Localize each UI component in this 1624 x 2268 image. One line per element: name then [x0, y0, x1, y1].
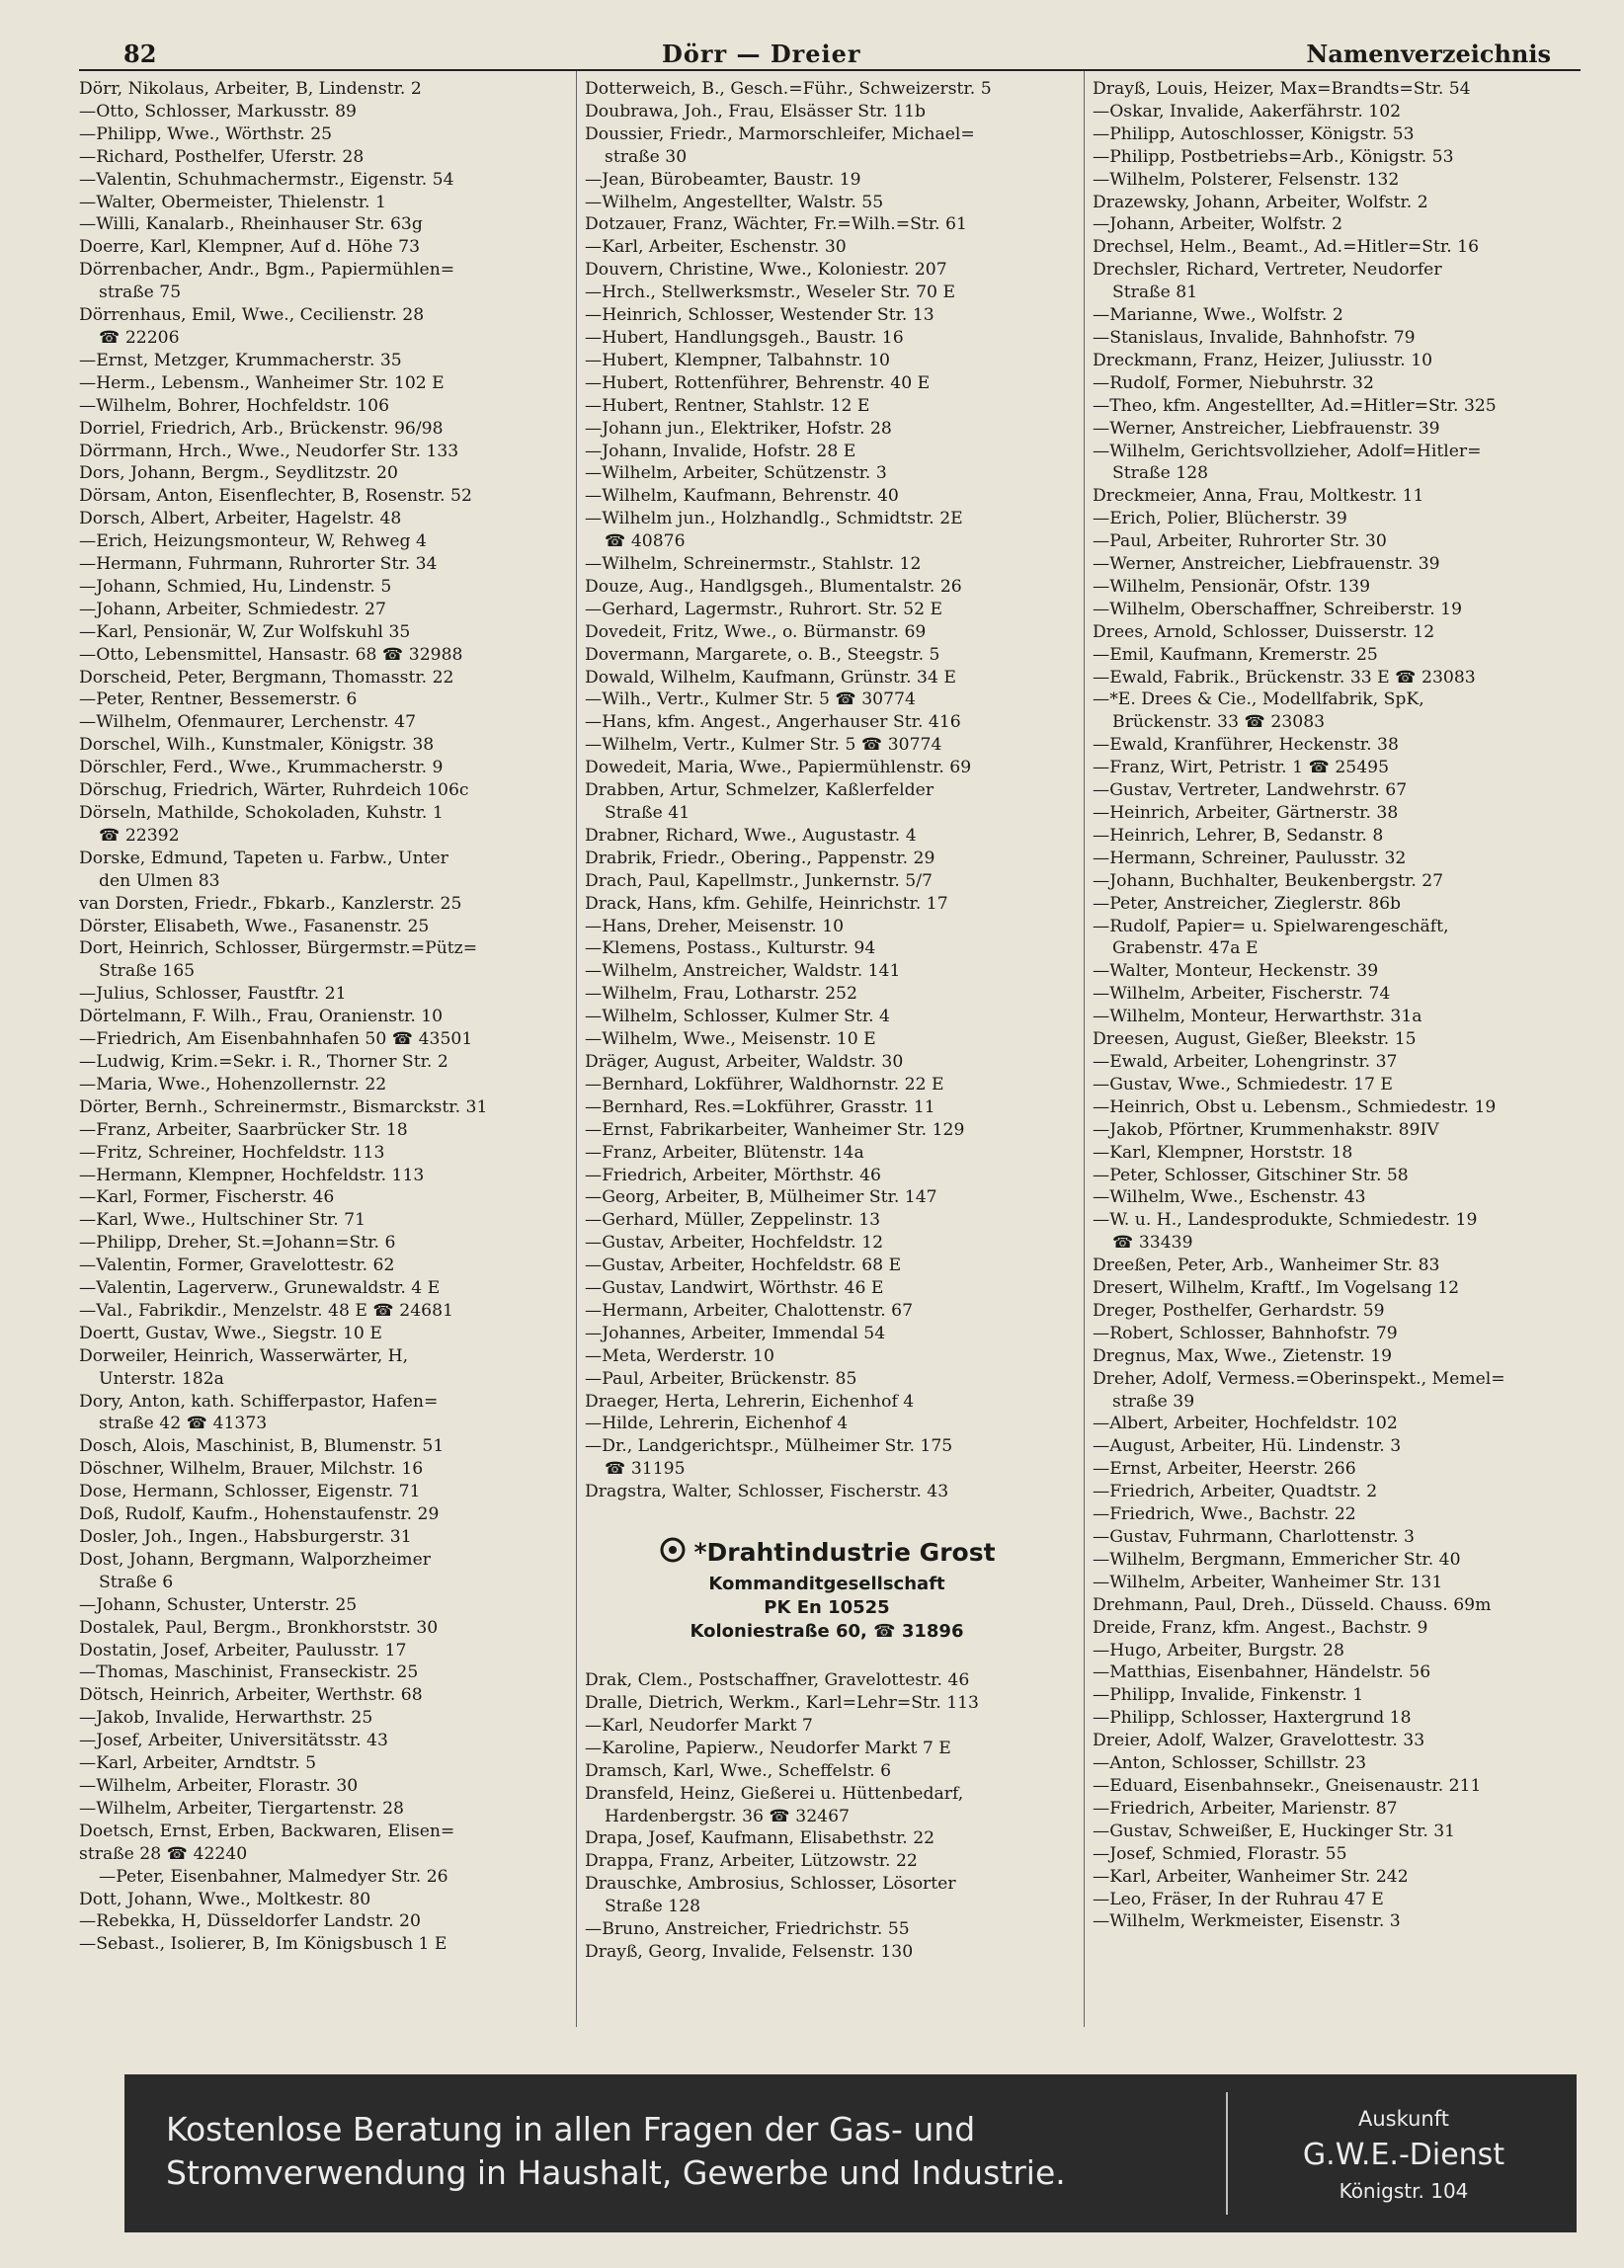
directory-entry: ☎ 33439: [1112, 1233, 1193, 1254]
directory-entry: —Walter, Obermeister, Thielenstr. 1: [79, 192, 386, 212]
page-title: Dörr — Dreier: [662, 40, 861, 68]
directory-entry: Dovedeit, Fritz, Wwe., o. Bürmanstr. 69: [585, 621, 927, 642]
directory-column-3: [1093, 78, 1577, 2024]
banner-service-name: G.W.E.-Dienst: [1302, 2138, 1505, 2172]
directory-entry: Dowald, Wilhelm, Kaufmann, Grünstr. 34 E: [585, 667, 956, 688]
directory-entry: —Albert, Arbeiter, Hochfeldstr. 102: [1093, 1414, 1398, 1434]
directory-entry: Dreckmann, Franz, Heizer, Juliusstr. 10: [1093, 350, 1433, 370]
directory-entry: —W. u. H., Landesprodukte, Schmiedestr. 19: [1093, 1210, 1478, 1231]
directory-entry: Drack, Hans, kfm. Gehilfe, Heinrichstr. 17: [585, 893, 948, 914]
directory-entry: —Johann, Arbeiter, Wolfstr. 2: [1093, 214, 1343, 235]
directory-entry: —Hubert, Klempner, Talbahnstr. 10: [585, 350, 890, 370]
directory-entry: Drechsler, Richard, Vertreter, Neudorfer: [1093, 260, 1442, 281]
directory-entry: —Rudolf, Papier= u. Spielwarengeschäft,: [1093, 916, 1449, 936]
directory-entry: —Ernst, Fabrikarbeiter, Wanheimer Str. 129: [585, 1119, 965, 1140]
directory-entry: —Wilhelm, Frau, Lotharstr. 252: [585, 984, 857, 1005]
directory-entry: Dotzauer, Franz, Wächter, Fr.=Wilh.=Str. 61: [585, 214, 967, 235]
directory-entry: ☎ 22392: [99, 825, 180, 846]
directory-entry: —Franz, Arbeiter, Saarbrücker Str. 18: [79, 1119, 408, 1140]
directory-entry: —Ernst, Arbeiter, Heerstr. 266: [1093, 1459, 1356, 1480]
directory-entry: —Wilhelm, Werkmeister, Eisenstr. 3: [1093, 1911, 1401, 1932]
directory-entry: —Friedrich, Wwe., Bachstr. 22: [1093, 1504, 1356, 1525]
directory-entry: Drayß, Louis, Heizer, Max=Brandts=Str. 54: [1093, 79, 1471, 99]
directory-entry: Dörtelmann, F. Wilh., Frau, Oranienstr. 10: [79, 1007, 444, 1027]
directory-entry: —Fritz, Schreiner, Hochfeldstr. 113: [79, 1142, 385, 1163]
directory-entry: Dreher, Adolf, Vermess.=Oberinspekt., Memel=: [1093, 1368, 1505, 1389]
directory-entry: —Bernhard, Lokführer, Waldhornstr. 22 E: [585, 1074, 944, 1094]
directory-entry: —Willi, Kanalarb., Rheinhauser Str. 63g: [79, 214, 423, 235]
directory-entry: Douze, Aug., Handlgsgeh., Blumentalstr. 26: [585, 576, 962, 597]
directory-entry: ☎ 22206: [99, 327, 180, 348]
directory-entry: —Johann, Arbeiter, Schmiedestr. 27: [79, 599, 386, 619]
directory-entry: Dreide, Franz, kfm. Angest., Bachstr. 9: [1093, 1617, 1428, 1638]
directory-entry: Drabner, Richard, Wwe., Augustastr. 4: [585, 825, 917, 846]
directory-entry: —Johann, Buchhalter, Beukenbergstr. 27: [1093, 870, 1444, 891]
directory-entry: Dörrenbacher, Andr., Bgm., Papiermühlen=: [79, 260, 455, 281]
directory-entry: —Sebast., Isolierer, B, Im Königsbusch 1 E: [79, 1934, 447, 1955]
directory-entry: straße 28 ☎ 42240: [79, 1843, 248, 1864]
directory-entry: Dorske, Edmund, Tapeten u. Farbw., Unter: [79, 848, 448, 868]
directory-entry: —Hilde, Lehrerin, Eichenhof 4: [585, 1414, 849, 1434]
directory-entry: —Philipp, Autoschlosser, Königstr. 53: [1093, 123, 1415, 144]
directory-entry: Dötsch, Heinrich, Arbeiter, Werthstr. 68: [79, 1685, 423, 1706]
directory-entry: —Philipp, Invalide, Finkenstr. 1: [1093, 1685, 1364, 1706]
directory-entry: —Karl, Arbeiter, Arndtstr. 5: [79, 1753, 317, 1774]
directory-entry: Drauschke, Ambrosius, Schlosser, Lösorter: [585, 1874, 956, 1895]
directory-entry: —Franz, Arbeiter, Blütenstr. 14a: [585, 1142, 864, 1163]
directory-entry: Drabrik, Friedr., Obering., Pappenstr. 29: [585, 848, 935, 868]
directory-entry: —Wilhelm, Vertr., Kulmer Str. 5 ☎ 30774: [585, 735, 942, 756]
directory-entry: —Johannes, Arbeiter, Immendal 54: [585, 1323, 886, 1343]
directory-entry: —Peter, Anstreicher, Zieglerstr. 86b: [1093, 893, 1402, 914]
ad-line-3: Koloniestraße 60, ☎ 31896: [690, 1621, 964, 1643]
directory-entry: —Wilhelm, Arbeiter, Wanheimer Str. 131: [1093, 1572, 1443, 1592]
directory-entry: —Peter, Schlosser, Gitschiner Str. 58: [1093, 1165, 1409, 1185]
directory-entry: —Rudolf, Former, Niebuhrstr. 32: [1093, 372, 1374, 393]
directory-entry: —Oskar, Invalide, Aakerfährstr. 102: [1093, 101, 1402, 122]
directory-entry: Dors, Johann, Bergm., Seydlitzstr. 20: [79, 463, 398, 484]
directory-entry: —Hrch., Stellwerksmstr., Weseler Str. 70 E: [585, 283, 955, 303]
directory-entry: —Gustav, Arbeiter, Hochfeldstr. 68 E: [585, 1256, 902, 1276]
directory-entry: —Heinrich, Schlosser, Westender Str. 13: [585, 305, 934, 326]
banner-address: Königstr. 104: [1339, 2179, 1469, 2203]
directory-entry: Straße 128: [1112, 463, 1209, 484]
directory-entry: —Meta, Werderstr. 10: [585, 1345, 774, 1366]
directory-entry: —Herm., Lebensm., Wanheimer Str. 102 E: [79, 372, 445, 393]
directory-entry: Dosch, Alois, Maschinist, B, Blumenstr. 51: [79, 1436, 445, 1457]
directory-entry: ☎ 31195: [605, 1459, 686, 1480]
directory-entry: —Jakob, Invalide, Herwarthstr. 25: [79, 1708, 373, 1729]
directory-entry: Dreier, Adolf, Walzer, Gravelottestr. 33: [1093, 1731, 1425, 1751]
directory-column-1: [79, 78, 563, 2024]
directory-entry: —Wilhelm jun., Holzhandlg., Schmidtstr. 2E: [585, 509, 963, 529]
directory-entry: Straße 165: [99, 961, 196, 982]
ad-company-name: *Drahtindustrie Grost: [693, 1538, 996, 1568]
directory-entry: —Hermann, Schreiner, Paulusstr. 32: [1093, 848, 1407, 868]
directory-entry: —Klemens, Postass., Kulturstr. 94: [585, 938, 876, 959]
directory-entry: Straße 41: [605, 803, 690, 823]
section-title: Namenverzeichnis: [1306, 40, 1551, 68]
directory-entry: —Friedrich, Arbeiter, Quadtstr. 2: [1093, 1482, 1378, 1502]
directory-entry: —Philipp, Dreher, St.=Johann=Str. 6: [79, 1233, 396, 1254]
directory-entry: —*E. Drees & Cie., Modellfabrik, SpK,: [1093, 689, 1424, 710]
banner-label: Auskunft: [1357, 2107, 1449, 2131]
directory-entry: —Stanislaus, Invalide, Bahnhofstr. 79: [1093, 327, 1416, 348]
directory-entry: Dose, Hermann, Schlosser, Eigenstr. 71: [79, 1482, 421, 1502]
directory-entry: Dransfeld, Heinz, Gießerei u. Hüttenbedarf,: [585, 1783, 964, 1804]
directory-entry: —Josef, Arbeiter, Universitätsstr. 43: [79, 1731, 388, 1751]
directory-entry: —Val., Fabrikdir., Menzelstr. 48 E ☎ 24681: [79, 1300, 453, 1321]
directory-entry: Dregnus, Max, Wwe., Zietenstr. 19: [1093, 1345, 1393, 1366]
directory-entry: —Heinrich, Lehrer, B, Sedanstr. 8: [1093, 825, 1384, 846]
directory-entry: —Wilhelm, Arbeiter, Fischerstr. 74: [1093, 984, 1391, 1005]
directory-entry: —Gustav, Wwe., Schmiedestr. 17 E: [1093, 1074, 1393, 1094]
directory-entry: van Dorsten, Friedr., Fbkarb., Kanzlerstr. 25: [79, 893, 462, 914]
directory-entry: —Hans, Dreher, Meisenstr. 10: [585, 916, 845, 936]
directory-entry: Dorschel, Wilh., Kunstmaler, Königstr. 38: [79, 735, 435, 756]
directory-entry: Draeger, Herta, Lehrerin, Eichenhof 4: [585, 1391, 915, 1412]
directory-entry: —Karl, Neudorfer Markt 7: [585, 1715, 813, 1736]
directory-entry: —Ewald, Fabrik., Brückenstr. 33 E ☎ 23083: [1093, 667, 1476, 688]
directory-entry: Dräger, August, Arbeiter, Waldstr. 30: [585, 1051, 904, 1072]
directory-entry: —Franz, Wirt, Petristr. 1 ☎ 25495: [1093, 758, 1390, 778]
directory-entry: —Valentin, Schuhmachermstr., Eigenstr. 54: [79, 169, 454, 190]
directory-entry: Drazewsky, Johann, Arbeiter, Wolfstr. 2: [1093, 192, 1428, 212]
advertisement-banner: [124, 2074, 1577, 2232]
directory-entry: —Dr., Landgerichtspr., Mülheimer Str. 175: [585, 1436, 953, 1457]
directory-entry: Döschner, Wilhelm, Brauer, Milchstr. 16: [79, 1459, 424, 1480]
directory-entry: —Hermann, Fuhrmann, Ruhrorter Str. 34: [79, 554, 438, 575]
header-rule: [79, 69, 1581, 71]
column-divider: [1084, 71, 1085, 2027]
directory-entry: —Wilhelm, Oberschaffner, Schreiberstr. 19: [1093, 599, 1463, 619]
directory-entry: —Philipp, Postbetriebs=Arb., Königstr. 53: [1093, 146, 1454, 167]
directory-entry: —Josef, Schmied, Florastr. 55: [1093, 1843, 1347, 1864]
directory-entry: straße 75: [99, 283, 182, 303]
directory-entry: —Peter, Rentner, Bessemerstr. 6: [79, 689, 358, 710]
directory-entry: —Leo, Fräser, In der Ruhrau 47 E: [1093, 1889, 1384, 1909]
directory-entry: straße 39: [1112, 1391, 1195, 1412]
directory-entry: —Otto, Schlosser, Markusstr. 89: [79, 101, 357, 122]
directory-entry: Dörrenhaus, Emil, Wwe., Cecilienstr. 28: [79, 305, 425, 326]
directory-entry: Brückenstr. 33 ☎ 23083: [1112, 712, 1326, 733]
page-number: 82: [123, 40, 157, 68]
directory-entry: —Wilhelm, Arbeiter, Florastr. 30: [79, 1775, 359, 1796]
directory-entry: —Wilhelm, Wwe., Meisenstr. 10 E: [585, 1029, 876, 1050]
directory-entry: —Johann jun., Elektriker, Hofstr. 28: [585, 418, 892, 439]
directory-entry: —Gustav, Fuhrmann, Charlottenstr. 3: [1093, 1527, 1415, 1547]
directory-entry: —Peter, Eisenbahner, Malmedyer Str. 26: [99, 1866, 448, 1887]
directory-entry: Dörseln, Mathilde, Schokoladen, Kuhstr. 1: [79, 803, 444, 823]
directory-entry: —Karl, Arbeiter, Wanheimer Str. 242: [1093, 1866, 1409, 1887]
directory-entry: —Wilhelm, Gerichtsvollzieher, Adolf=Hitler=: [1093, 441, 1482, 461]
directory-entry: —Anton, Schlosser, Schillstr. 23: [1093, 1753, 1367, 1774]
directory-entry: Doetsch, Ernst, Erben, Backwaren, Elisen=: [79, 1821, 455, 1841]
directory-entry: Dreesen, August, Gießer, Bleekstr. 15: [1093, 1029, 1417, 1050]
directory-entry: Douvern, Christine, Wwe., Koloniestr. 207: [585, 260, 947, 281]
directory-entry: Dorriel, Friedrich, Arb., Brückenstr. 96/98: [79, 418, 444, 439]
directory-entry: —Werner, Anstreicher, Liebfrauenstr. 39: [1093, 418, 1440, 439]
directory-entry: Dörschler, Ferd., Wwe., Krummacherstr. 9: [79, 758, 444, 778]
directory-entry: —Hugo, Arbeiter, Burgstr. 28: [1093, 1640, 1344, 1660]
directory-entry: —Heinrich, Arbeiter, Gärtnerstr. 38: [1093, 803, 1399, 823]
directory-entry: —Wilhelm, Bohrer, Hochfeldstr. 106: [79, 395, 390, 416]
directory-entry: —Friedrich, Am Eisenbahnhafen 50 ☎ 43501: [79, 1029, 473, 1050]
company-advertisement: [585, 1535, 1069, 1644]
directory-entry: Drechsel, Helm., Beamt., Ad.=Hitler=Str. 16: [1093, 237, 1480, 258]
ad-line-2: PK En 10525: [764, 1597, 890, 1619]
directory-entry: —Erich, Polier, Blücherstr. 39: [1093, 509, 1347, 529]
directory-entry: —Wilhelm, Arbeiter, Schützenstr. 3: [585, 463, 887, 484]
directory-entry: Dovermann, Margarete, o. B., Steegstr. 5: [585, 644, 940, 665]
directory-entry: Drees, Arnold, Schlosser, Duisserstr. 12: [1093, 621, 1435, 642]
directory-entry: Dosler, Joh., Ingen., Habsburgerstr. 31: [79, 1527, 412, 1547]
directory-entry: —Gustav, Vertreter, Landwehrstr. 67: [1093, 780, 1408, 801]
directory-entry: —Johann, Schmied, Hu, Lindenstr. 5: [79, 576, 392, 597]
directory-entry: —Hermann, Klempner, Hochfeldstr. 113: [79, 1165, 425, 1185]
directory-entry: —Marianne, Wwe., Wolfstr. 2: [1093, 305, 1343, 326]
column-divider: [576, 71, 577, 2027]
directory-entry: —Wilh., Vertr., Kulmer Str. 5 ☎ 30774: [585, 689, 916, 710]
directory-entry: Doß, Rudolf, Kaufm., Hohenstaufenstr. 29: [79, 1504, 440, 1525]
directory-entry: —Hubert, Rottenführer, Behrenstr. 40 E: [585, 372, 931, 393]
directory-entry: —Heinrich, Obst u. Lebensm., Schmiedestr. 19: [1093, 1096, 1497, 1117]
directory-entry: Dreeßen, Peter, Arb., Wanheimer Str. 83: [1093, 1256, 1440, 1276]
ad-company-line: [585, 1535, 1069, 1573]
directory-entry: Dory, Anton, kath. Schifferpastor, Hafen=: [79, 1391, 439, 1412]
directory-entry: Drak, Clem., Postschaffner, Gravelottestr. 46: [585, 1670, 970, 1691]
directory-entry: —Werner, Anstreicher, Liebfrauenstr. 39: [1093, 554, 1440, 575]
directory-entry: —Wilhelm, Polsterer, Felsenstr. 132: [1093, 169, 1400, 190]
directory-entry: —Georg, Arbeiter, B, Mülheimer Str. 147: [585, 1187, 937, 1208]
directory-entry: Dörr, Nikolaus, Arbeiter, B, Lindenstr. 2: [79, 79, 422, 99]
directory-entry: —Johann, Schuster, Unterstr. 25: [79, 1594, 358, 1615]
directory-entry: —Rebekka, H, Düsseldorfer Landstr. 20: [79, 1911, 421, 1932]
directory-entry: Dörster, Elisabeth, Wwe., Fasanenstr. 25: [79, 916, 430, 936]
directory-entry: Doertt, Gustav, Wwe., Siegstr. 10 E: [79, 1323, 382, 1343]
directory-entry: —Wilhelm, Bergmann, Emmericher Str. 40: [1093, 1549, 1461, 1570]
directory-entry: —Wilhelm, Schreinermstr., Stahlstr. 12: [585, 554, 922, 575]
directory-entry: —Friedrich, Arbeiter, Marienstr. 87: [1093, 1798, 1398, 1819]
directory-entry: —Hubert, Rentner, Stahlstr. 12 E: [585, 395, 870, 416]
banner-contact: [1241, 2104, 1567, 2205]
company-logo-icon: [658, 1535, 688, 1573]
directory-entry: Doussier, Friedr., Marmorschleifer, Michael=: [585, 123, 975, 144]
directory-entry: Doerre, Karl, Klempner, Auf d. Höhe 73: [79, 237, 421, 258]
directory-entry: —Otto, Lebensmittel, Hansastr. 68 ☎ 32988: [79, 644, 463, 665]
ad-line-1: Kommanditgesellschaft: [708, 1574, 945, 1595]
page-header: [109, 38, 1551, 69]
directory-entry: Dort, Heinrich, Schlosser, Bürgermstr.=Pütz=: [79, 938, 478, 959]
directory-entry: —Matthias, Eisenbahner, Händelstr. 56: [1093, 1662, 1431, 1683]
directory-entry: —Gerhard, Lagermstr., Ruhrort. Str. 52 E: [585, 599, 943, 619]
directory-entry: —Karl, Klempner, Horststr. 18: [1093, 1142, 1353, 1163]
directory-entry: —Valentin, Former, Gravelottestr. 62: [79, 1256, 395, 1276]
directory-entry: Dostalek, Paul, Bergm., Bronkhorststr. 30: [79, 1617, 439, 1638]
directory-entry: —Gustav, Schweißer, E, Huckinger Str. 31: [1093, 1821, 1456, 1841]
directory-entry: —Wilhelm, Kaufmann, Behrenstr. 40: [585, 486, 899, 507]
directory-entry: Dörschug, Friedrich, Wärter, Ruhrdeich 106c: [79, 780, 469, 801]
directory-entry: Drehmann, Paul, Dreh., Düsseld. Chauss. 69m: [1093, 1594, 1492, 1615]
directory-entry: Drappa, Franz, Arbeiter, Lützowstr. 22: [585, 1851, 918, 1872]
directory-entry: Dowedeit, Maria, Wwe., Papiermühlenstr. 69: [585, 758, 972, 778]
directory-entry: Dreckmeier, Anna, Frau, Moltkestr. 11: [1093, 486, 1424, 507]
directory-entry: Unterstr. 182a: [99, 1368, 224, 1389]
directory-entry: —Wilhelm, Ofenmaurer, Lerchenstr. 47: [79, 712, 417, 733]
directory-entry: —Gustav, Landwirt, Wörthstr. 46 E: [585, 1278, 884, 1299]
directory-entry: —Karl, Former, Fischerstr. 46: [79, 1187, 335, 1208]
directory-entry: Dörsam, Anton, Eisenflechter, B, Rosenstr. 52: [79, 486, 472, 507]
directory-entry: —Bernhard, Res.=Lokführer, Grasstr. 11: [585, 1096, 935, 1117]
directory-entry: —Philipp, Schlosser, Haxtergrund 18: [1093, 1708, 1412, 1729]
directory-entry: —Theo, kfm. Angestellter, Ad.=Hitler=Str. 325: [1093, 395, 1497, 416]
directory-entry: Dott, Johann, Wwe., Moltkestr. 80: [79, 1889, 371, 1909]
directory-entry: —Philipp, Wwe., Wörthstr. 25: [79, 123, 333, 144]
directory-entry: —Karoline, Papierw., Neudorfer Markt 7 E: [585, 1738, 951, 1758]
directory-entry: Dragstra, Walter, Schlosser, Fischerstr. 43: [585, 1482, 949, 1502]
directory-entry: —Richard, Posthelfer, Uferstr. 28: [79, 146, 365, 167]
directory-entry: Dramsch, Karl, Wwe., Scheffelstr. 6: [585, 1760, 892, 1781]
directory-entry: Dorscheid, Peter, Bergmann, Thomasstr. 22: [79, 667, 454, 688]
directory-entry: —Karl, Pensionär, W, Zur Wolfskuhl 35: [79, 621, 411, 642]
directory-entry: Straße 128: [605, 1897, 701, 1917]
directory-entry: —Jakob, Pförtner, Krummenhakstr. 89IV: [1093, 1119, 1439, 1140]
directory-entry: —Wilhelm, Monteur, Herwarthstr. 31a: [1093, 1007, 1422, 1027]
directory-entry: —Karl, Wwe., Hultschiner Str. 71: [79, 1210, 366, 1231]
directory-entry: Straße 6: [99, 1572, 174, 1592]
directory-entry: —Ewald, Arbeiter, Lohengrinstr. 37: [1093, 1051, 1398, 1072]
directory-entry: —August, Arbeiter, Hü. Lindenstr. 3: [1093, 1436, 1402, 1457]
banner-line-1: Kostenlose Beratung in allen Fragen der Gas- und: [166, 2110, 976, 2148]
directory-entry: —Emil, Kaufmann, Kremerstr. 25: [1093, 644, 1378, 665]
directory-entry: Dostatin, Josef, Arbeiter, Paulusstr. 17: [79, 1640, 407, 1660]
directory-entry: Hardenbergstr. 36 ☎ 32467: [605, 1806, 850, 1826]
banner-text: [166, 2108, 1253, 2195]
directory-entry: —Wilhelm, Angestellter, Walstr. 55: [585, 192, 884, 212]
directory-entry: —Ludwig, Krim.=Sekr. i. R., Thorner Str. 2: [79, 1051, 448, 1072]
directory-entry: Grabenstr. 47a E: [1112, 938, 1259, 959]
directory-entry: —Wilhelm, Arbeiter, Tiergartenstr. 28: [79, 1798, 404, 1819]
directory-entry: Dreger, Posthelfer, Gerhardstr. 59: [1093, 1300, 1385, 1321]
directory-entry: —Paul, Arbeiter, Brückenstr. 85: [585, 1368, 857, 1389]
directory-entry: —Wilhelm, Pensionär, Ofstr. 139: [1093, 576, 1371, 597]
directory-entry: —Friedrich, Arbeiter, Mörthstr. 46: [585, 1165, 881, 1185]
directory-entry: —Karl, Arbeiter, Eschenstr. 30: [585, 237, 847, 258]
banner-line-2: Stromverwendung in Haushalt, Gewerbe und Industrie.: [166, 2153, 1066, 2192]
directory-entry: —Gerhard, Müller, Zeppelinstr. 13: [585, 1210, 881, 1231]
directory-entry: —Hans, kfm. Angest., Angerhauser Str. 416: [585, 712, 961, 733]
directory-entry: straße 42 ☎ 41373: [99, 1414, 268, 1434]
directory-entry: —Robert, Schlosser, Bahnhofstr. 79: [1093, 1323, 1398, 1343]
directory-entry: straße 30: [605, 146, 688, 167]
directory-entry: Dörter, Bernh., Schreinermstr., Bismarckstr. 31: [79, 1096, 488, 1117]
directory-entry: Dorweiler, Heinrich, Wasserwärter, H,: [79, 1345, 409, 1366]
directory-entry: Dotterweich, B., Gesch.=Führ., Schweizerstr. 5: [585, 79, 992, 99]
banner-divider: [1226, 2092, 1228, 2215]
directory-entry: —Ewald, Kranführer, Heckenstr. 38: [1093, 735, 1399, 756]
directory-entry: —Wilhelm, Wwe., Eschenstr. 43: [1093, 1187, 1366, 1208]
directory-entry: —Julius, Schlosser, Faustftr. 21: [79, 984, 347, 1005]
directory-entry: —Johann, Invalide, Hofstr. 28 E: [585, 441, 856, 461]
directory-entry: Dralle, Dietrich, Werkm., Karl=Lehr=Str. 113: [585, 1693, 979, 1713]
directory-entry: Drapa, Josef, Kaufmann, Elisabethstr. 22: [585, 1828, 935, 1849]
directory-entry: Dost, Johann, Bergmann, Walporzheimer: [79, 1549, 431, 1570]
directory-entry: Straße 81: [1112, 283, 1198, 303]
directory-entry: —Walter, Monteur, Heckenstr. 39: [1093, 961, 1379, 982]
directory-entry: —Valentin, Lagerverw., Grunewaldstr. 4 E: [79, 1278, 441, 1299]
directory-entry: den Ulmen 83: [99, 870, 220, 891]
directory-entry: —Erich, Heizungsmonteur, W, Rehweg 4: [79, 531, 427, 552]
directory-entry: —Hubert, Handlungsgeh., Baustr. 16: [585, 327, 904, 348]
directory-entry: Dorsch, Albert, Arbeiter, Hagelstr. 48: [79, 509, 402, 529]
directory-entry: Dresert, Wilhelm, Kraftf., Im Vogelsang 12: [1093, 1278, 1460, 1299]
directory-entry: Doubrawa, Joh., Frau, Elsässer Str. 11b: [585, 101, 927, 122]
directory-entry: —Paul, Arbeiter, Ruhrorter Str. 30: [1093, 531, 1387, 552]
directory-entry: Drach, Paul, Kapellmstr., Junkernstr. 5/7: [585, 870, 933, 891]
directory-entry: —Eduard, Eisenbahnsekr., Gneisenaustr. 211: [1093, 1775, 1482, 1796]
directory-entry: Drabben, Artur, Schmelzer, Kaßlerfelder: [585, 780, 934, 801]
directory-entry: Dörrmann, Hrch., Wwe., Neudorfer Str. 133: [79, 441, 459, 461]
directory-entry: —Maria, Wwe., Hohenzollernstr. 22: [79, 1074, 387, 1094]
directory-entry: —Wilhelm, Anstreicher, Waldstr. 141: [585, 961, 901, 982]
directory-entry: —Wilhelm, Schlosser, Kulmer Str. 4: [585, 1007, 890, 1027]
directory-entry: —Thomas, Maschinist, Franseckistr. 25: [79, 1662, 419, 1683]
directory-entry: —Hermann, Arbeiter, Chalottenstr. 67: [585, 1300, 914, 1321]
directory-entry: Drayß, Georg, Invalide, Felsenstr. 130: [585, 1941, 914, 1962]
directory-entry: —Jean, Bürobeamter, Baustr. 19: [585, 169, 861, 190]
directory-entry: —Bruno, Anstreicher, Friedrichstr. 55: [585, 1919, 910, 1940]
directory-entry: ☎ 40876: [605, 531, 686, 552]
directory-column-2: [585, 78, 1069, 2024]
directory-entry: —Gustav, Arbeiter, Hochfeldstr. 12: [585, 1233, 884, 1254]
directory-entry: —Ernst, Metzger, Krummacherstr. 35: [79, 350, 402, 370]
